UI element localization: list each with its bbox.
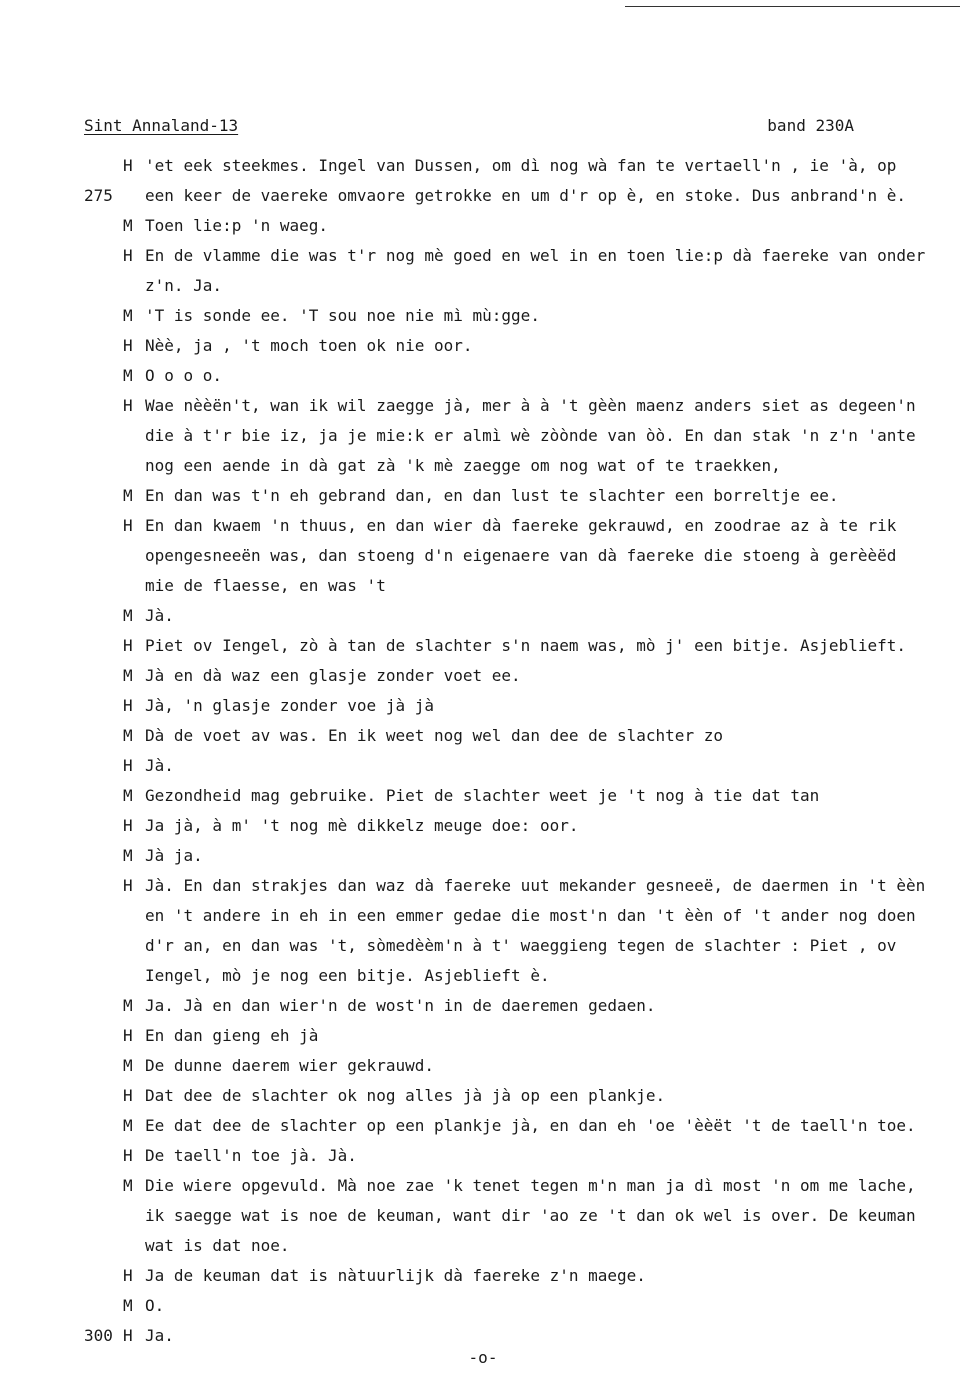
transcript-line: [0, 515, 966, 545]
speaker-label: M: [123, 1116, 133, 1135]
utterance-text: Jà.: [145, 756, 174, 775]
speaker-label: H: [123, 876, 133, 895]
page-footer: [0, 1348, 966, 1368]
utterance-text: Gezondheid mag gebruike. Piet de slachter weet je 't nog à tie dat tan: [145, 786, 820, 805]
utterance-text: en 't andere in eh in een emmer gedae die most'n dan 't èèn of 't ander nog doen: [145, 906, 916, 925]
speaker-label: H: [123, 816, 133, 835]
speaker-label: M: [123, 1176, 133, 1195]
speaker-label: H: [123, 336, 133, 355]
speaker-label: M: [123, 486, 133, 505]
speaker-label: M: [123, 606, 133, 625]
speaker-label: H: [123, 1146, 133, 1165]
utterance-text: Dat dee de slachter ok nog alles jà jà op een plankje.: [145, 1086, 666, 1105]
speaker-label: H: [123, 156, 133, 175]
transcript-line: [0, 965, 966, 995]
transcript-line: [0, 425, 966, 455]
utterance-text: Dà de voet av was. En ik weet nog wel dan dee de slachter zo: [145, 726, 723, 745]
transcript-line: [0, 1025, 966, 1055]
utterance-text: En dan was t'n eh gebrand dan, en dan lust te slachter een borreltje ee.: [145, 486, 839, 505]
transcript-line: [0, 1295, 966, 1325]
utterance-text: Piet ov Iengel, zò à tan de slachter s'n naem was, mò j' een bitje. Asjeblieft.: [145, 636, 906, 655]
transcript-line: [0, 1115, 966, 1145]
utterance-text: Ee dat dee de slachter op een plankje jà, en dan eh 'oe 'èèët 't de taell'n toe.: [145, 1116, 916, 1135]
transcript-line: [0, 725, 966, 755]
speaker-label: H: [123, 756, 133, 775]
transcript-line: [0, 185, 966, 215]
speaker-label: M: [123, 216, 133, 235]
transcript-line: [0, 905, 966, 935]
utterance-text: Iengel, mò je nog een bitje. Asjeblieft è.: [145, 966, 550, 985]
transcript-line: [0, 695, 966, 725]
utterance-text: Wae nèèën't, wan ik wil zaegge jà, mer à à 't gèèn maenz anders siet as degeen'n: [145, 396, 916, 415]
utterance-text: O.: [145, 1296, 165, 1315]
utterance-text: Jà, 'n glasje zonder voe jà jà: [145, 696, 434, 715]
document-title: Sint Annaland-13: [84, 116, 239, 135]
transcript-line: [0, 1235, 966, 1265]
transcript-line: [0, 395, 966, 425]
transcript-line: [0, 155, 966, 185]
utterance-text: 'et eek steekmes. Ingel van Dussen, om dì nog wà fan te vertaell'n , ie 'à, op: [145, 156, 897, 175]
transcript-line: [0, 575, 966, 605]
speaker-label: H: [123, 1266, 133, 1285]
transcript-line: [0, 1085, 966, 1115]
speaker-label: M: [123, 1296, 133, 1315]
utterance-text: Nèè, ja , 't moch toen ok nie oor.: [145, 336, 473, 355]
transcript-line: [0, 875, 966, 905]
transcript: [0, 155, 966, 1355]
speaker-label: H: [123, 636, 133, 655]
utterance-text: O o o o.: [145, 366, 223, 385]
transcript-line: [0, 1145, 966, 1175]
transcript-line: [0, 305, 966, 335]
transcript-line: [0, 455, 966, 485]
transcript-line: [0, 605, 966, 635]
transcript-line: [0, 335, 966, 365]
utterance-text: ik saegge wat is noe de keuman, want dir 'ao ze 't dan ok wel is over. De keuman: [145, 1206, 916, 1225]
transcript-line: [0, 1205, 966, 1235]
speaker-label: M: [123, 846, 133, 865]
utterance-text: De taell'n toe jà. Jà.: [145, 1146, 357, 1165]
speaker-label: M: [123, 786, 133, 805]
transcript-line: [0, 1055, 966, 1085]
transcript-line: [0, 485, 966, 515]
utterance-text: Jà.: [145, 606, 174, 625]
speaker-label: M: [123, 666, 133, 685]
utterance-text: Jà en dà waz een glasje zonder voet ee.: [145, 666, 521, 685]
utterance-text: Jà. En dan strakjes dan waz dà faereke uut mekander gesneeë, de daermen in 't èèn: [145, 876, 926, 895]
speaker-label: H: [123, 696, 133, 715]
utterance-text: En dan gieng eh jà: [145, 1026, 319, 1045]
transcript-line: [0, 935, 966, 965]
transcript-line: [0, 365, 966, 395]
utterance-text: wat is dat noe.: [145, 1236, 290, 1255]
utterance-text: Toen lie:p 'n waeg.: [145, 216, 329, 235]
utterance-text: die à t'r bie iz, ja je mie:k er almì wè zòònde van òò. En dan stak 'n z'n 'ante: [145, 426, 916, 445]
transcript-line: [0, 785, 966, 815]
utterance-text: Ja de keuman dat is nàtuurlijk dà faereke z'n maege.: [145, 1266, 646, 1285]
transcript-line: [0, 275, 966, 305]
utterance-text: mie de flaesse, en was 't: [145, 576, 386, 595]
speaker-label: H: [123, 246, 133, 265]
transcript-line: [0, 635, 966, 665]
line-number: 300: [84, 1326, 113, 1345]
transcript-line: [0, 215, 966, 245]
utterance-text: nog een aende in dà gat zà 'k mè zaegge om nog wat of te traekken,: [145, 456, 781, 475]
transcript-line: [0, 755, 966, 785]
utterance-text: opengesneeën was, dan stoeng d'n eigenaere van dà faereke die stoeng à gerèèëd: [145, 546, 897, 565]
speaker-label: M: [123, 366, 133, 385]
speaker-label: H: [123, 516, 133, 535]
utterance-text: een keer de vaereke omvaore getrokke en um d'r op è, en stoke. Dus anbrand'n è.: [145, 186, 906, 205]
utterance-text: Ja jà, à m' 't nog mè dikkelz meuge doe: oor.: [145, 816, 579, 835]
speaker-label: H: [123, 1086, 133, 1105]
speaker-label: H: [123, 1326, 133, 1345]
utterance-text: Die wiere opgevuld. Mà noe zae 'k tenet tegen m'n man ja dì most 'n om me lache,: [145, 1176, 916, 1195]
transcript-line: [0, 665, 966, 695]
utterance-text: Ja.: [145, 1326, 174, 1345]
speaker-label: M: [123, 726, 133, 745]
utterance-text: De dunne daerem wier gekrauwd.: [145, 1056, 434, 1075]
transcript-line: [0, 815, 966, 845]
speaker-label: M: [123, 306, 133, 325]
transcript-line: [0, 1175, 966, 1205]
footer-mark: -o-: [468, 1348, 498, 1367]
transcript-line: [0, 545, 966, 575]
utterance-text: En dan kwaem 'n thuus, en dan wier dà faereke gekrauwd, en zoodrae az à te rik: [145, 516, 897, 535]
transcript-line: [0, 245, 966, 275]
transcript-line: [0, 1265, 966, 1295]
line-number: 275: [84, 186, 113, 205]
transcript-line: [0, 845, 966, 875]
utterance-text: d'r an, en dan was 't, sòmedèèm'n à t' waeggieng tegen de slachter : Piet , ov: [145, 936, 897, 955]
top-rule: [625, 6, 960, 7]
utterance-text: Ja. Jà en dan wier'n de wost'n in de daeremen gedaen.: [145, 996, 656, 1015]
tape-label: band 230A: [767, 116, 854, 135]
speaker-label: M: [123, 1056, 133, 1075]
utterance-text: En de vlamme die was t'r nog mè goed en wel in en toen lie:p dà faereke van onder: [145, 246, 926, 265]
speaker-label: M: [123, 996, 133, 1015]
utterance-text: 'T is sonde ee. 'T sou noe nie mì mù:gge.: [145, 306, 540, 325]
transcript-line: [0, 995, 966, 1025]
speaker-label: H: [123, 1026, 133, 1045]
utterance-text: z'n. Ja.: [145, 276, 223, 295]
utterance-text: Jà ja.: [145, 846, 203, 865]
speaker-label: H: [123, 396, 133, 415]
